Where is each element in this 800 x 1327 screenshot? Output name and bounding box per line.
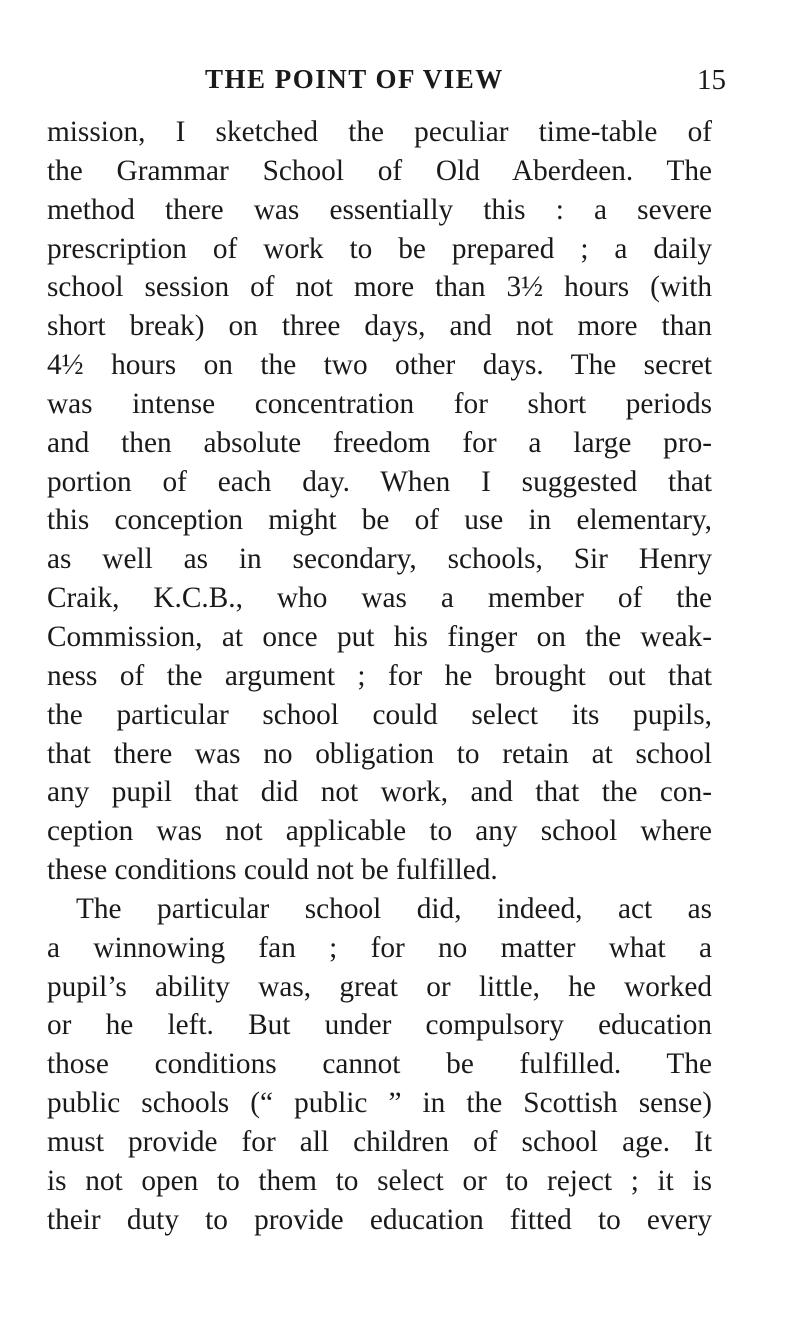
text-line: their duty to provide education fitted to every bbox=[47, 1203, 712, 1236]
text-line: was intense concentration for short periods bbox=[47, 387, 712, 420]
text-line: prescription of work to be prepared ; a daily bbox=[47, 232, 712, 265]
body-text bbox=[47, 113, 712, 1239]
text-line: that there was no obligation to retain at school bbox=[47, 737, 712, 770]
text-line: The particular school did, indeed, act as bbox=[76, 892, 712, 925]
text-line: or he left. But under compulsory education bbox=[47, 1009, 712, 1042]
text-line: school session of not more than 3½ hours (with bbox=[47, 271, 712, 304]
text-line: Craik, K.C.B., who was a member of the bbox=[47, 582, 712, 615]
text-line: must provide for all children of school age. It bbox=[47, 1125, 712, 1158]
text-line: this conception might be of use in elementary, bbox=[47, 504, 712, 537]
text-line: as well as in secondary, schools, Sir Henry bbox=[47, 543, 712, 576]
text-line: pupil’s ability was, great or little, he worked bbox=[47, 970, 712, 1003]
text-line: the Grammar School of Old Aberdeen. The bbox=[47, 154, 712, 187]
text-line: ception was not applicable to any school where bbox=[47, 815, 712, 848]
text-line: the particular school could select its pupils, bbox=[47, 698, 712, 731]
text-line: 4½ hours on the two other days. The secret bbox=[47, 349, 712, 382]
text-line: method there was essentially this : a severe bbox=[47, 193, 712, 226]
text-line: ness of the argument ; for he brought out that bbox=[47, 659, 712, 692]
text-line: public schools (“ public ” in the Scottish sense) bbox=[47, 1087, 712, 1120]
text-line: these conditions could not be fulfilled. bbox=[47, 854, 498, 887]
text-line: short break) on three days, and not more than bbox=[47, 310, 712, 343]
text-line: Commission, at once put his finger on the weak- bbox=[47, 620, 712, 653]
text-line: a winnowing fan ; for no matter what a bbox=[47, 931, 712, 964]
text-line: is not open to them to select or to reject ; it is bbox=[47, 1164, 712, 1197]
text-line: and then absolute freedom for a large pro- bbox=[47, 426, 712, 459]
text-line: those conditions cannot be fulfilled. The bbox=[47, 1048, 712, 1081]
text-line: portion of each day. When I suggested that bbox=[47, 465, 712, 498]
paragraph-1 bbox=[47, 113, 712, 890]
text-line: any pupil that did not work, and that the con- bbox=[47, 776, 712, 809]
text-line: mission, I sketched the peculiar time-table of bbox=[47, 116, 712, 148]
page-number: 15 bbox=[697, 64, 726, 96]
paragraph-2 bbox=[47, 890, 712, 1240]
running-head: THE POINT OF VIEW bbox=[205, 64, 504, 94]
